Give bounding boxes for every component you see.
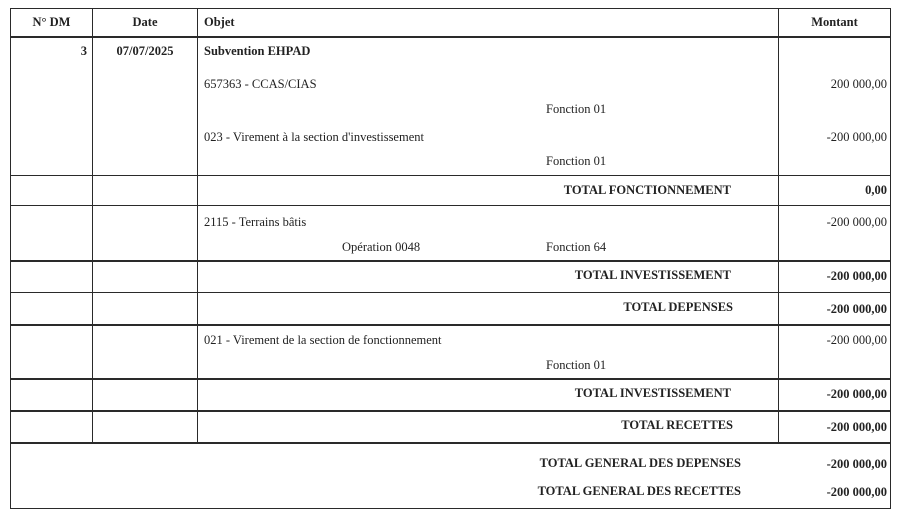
line-fonction: Fonction 01 <box>546 102 607 116</box>
total-recettes-label: TOTAL RECETTES <box>621 418 733 432</box>
header-date: Date <box>132 15 158 29</box>
total-investissement-amount: -200 000,00 <box>826 387 887 401</box>
row-divider <box>10 324 891 326</box>
total-investissement-label: TOTAL INVESTISSEMENT <box>574 386 731 400</box>
line-label: 657363 - CCAS/CIAS <box>204 77 317 91</box>
total-investissement-amount: -200 000,00 <box>826 269 887 283</box>
total-general-depenses-label: TOTAL GENERAL DES DEPENSES <box>539 456 741 470</box>
total-general-recettes-label: TOTAL GENERAL DES RECETTES <box>537 484 741 498</box>
line-amount: -200 000,00 <box>826 130 887 144</box>
line-amount: -200 000,00 <box>826 215 887 229</box>
total-depenses-label: TOTAL DEPENSES <box>623 300 733 314</box>
line-fonction: Fonction 01 <box>546 358 607 372</box>
total-general-depenses-amount: -200 000,00 <box>826 457 887 471</box>
row-divider <box>10 205 891 206</box>
col-divider-date <box>197 8 198 442</box>
total-fonctionnement-label: TOTAL FONCTIONNEMENT <box>563 183 731 197</box>
dm-date: 07/07/2025 <box>116 44 174 58</box>
row-divider <box>10 175 891 176</box>
table-border-bottom <box>10 508 891 509</box>
line-label: 023 - Virement à la section d'investissement <box>204 130 424 144</box>
total-fonctionnement-amount: 0,00 <box>865 183 887 197</box>
header-montant: Montant <box>811 15 858 29</box>
header-objet: Objet <box>204 15 235 29</box>
header-dm: N° DM <box>32 15 71 29</box>
header-divider <box>10 36 891 38</box>
line-label: 021 - Virement de la section de fonctionnement <box>204 333 442 347</box>
line-operation: Opération 0048 <box>342 240 421 254</box>
line-amount: 200 000,00 <box>830 77 887 91</box>
row-divider <box>10 260 891 262</box>
table-border-left <box>10 8 11 509</box>
row-divider <box>10 292 891 293</box>
total-general-recettes-amount: -200 000,00 <box>826 485 887 499</box>
table-border-top <box>10 8 891 9</box>
total-depenses-amount: -200 000,00 <box>826 302 887 316</box>
line-fonction: Fonction 01 <box>546 154 607 168</box>
dm-title: Subvention EHPAD <box>204 44 311 58</box>
line-fonction: Fonction 64 <box>546 240 607 254</box>
row-divider <box>10 410 891 412</box>
line-amount: -200 000,00 <box>826 333 887 347</box>
row-divider <box>10 442 891 444</box>
table-border-right <box>890 8 891 509</box>
dm-number: 3 <box>80 44 87 58</box>
row-divider <box>10 378 891 380</box>
total-recettes-amount: -200 000,00 <box>826 420 887 434</box>
total-investissement-label: TOTAL INVESTISSEMENT <box>574 268 731 282</box>
line-label: 2115 - Terrains bâtis <box>204 215 307 229</box>
col-divider-dm <box>92 8 93 442</box>
